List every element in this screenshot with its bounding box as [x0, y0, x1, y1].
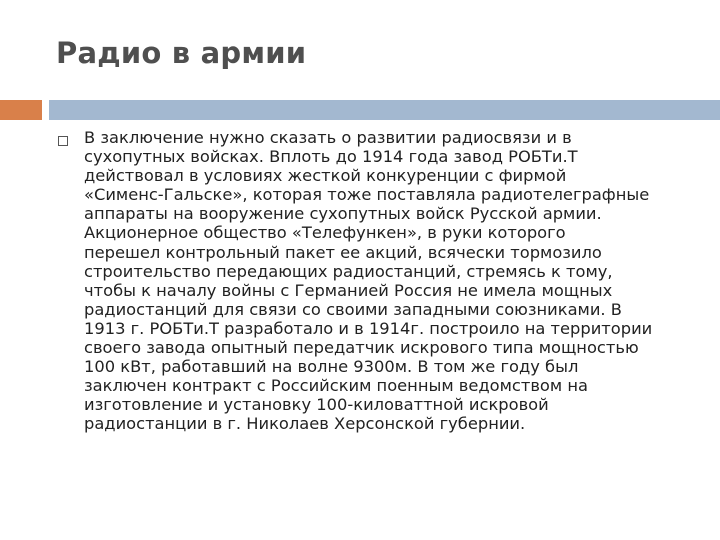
body-paragraph: В заключение нужно сказать о развитии радиосвязи и в сухопутных войсках. Вплоть до 1914 года завод РОБТи.Т действовал в условиях жесткой конкуренции с фирмой «Сименс-Гальске», которая тоже поставляла радиотелеграфные аппараты на вооружение сухопутных войск Русской армии. Акционерное общество «Телефункен», в руки которого перешел контрольный пакет ее акций, всячески тормозило строительство передающих радиостанций, стремясь к тому, чтобы к началу войны с Германией Россия не имела мощных радиостанций для связи со своими западными союзниками. В 1913 г. РОБТи.Т разработало и в 1914г. построило на территории своего завода опытный передатчик искрового типа мощностью 100 кВт, работавший на волне 9300м. В том же году был заключен контракт с Российским поенным ведомством на изготовление и установку 100-киловаттной искровой радиостанции в г. Николаев Херсонской губернии.: [84, 128, 653, 434]
hollow-square-bullet-icon: [58, 136, 68, 146]
accent-bar-orange: [0, 100, 42, 120]
accent-bar-blue: [49, 100, 720, 120]
slide-title: Радио в армии: [56, 36, 307, 70]
